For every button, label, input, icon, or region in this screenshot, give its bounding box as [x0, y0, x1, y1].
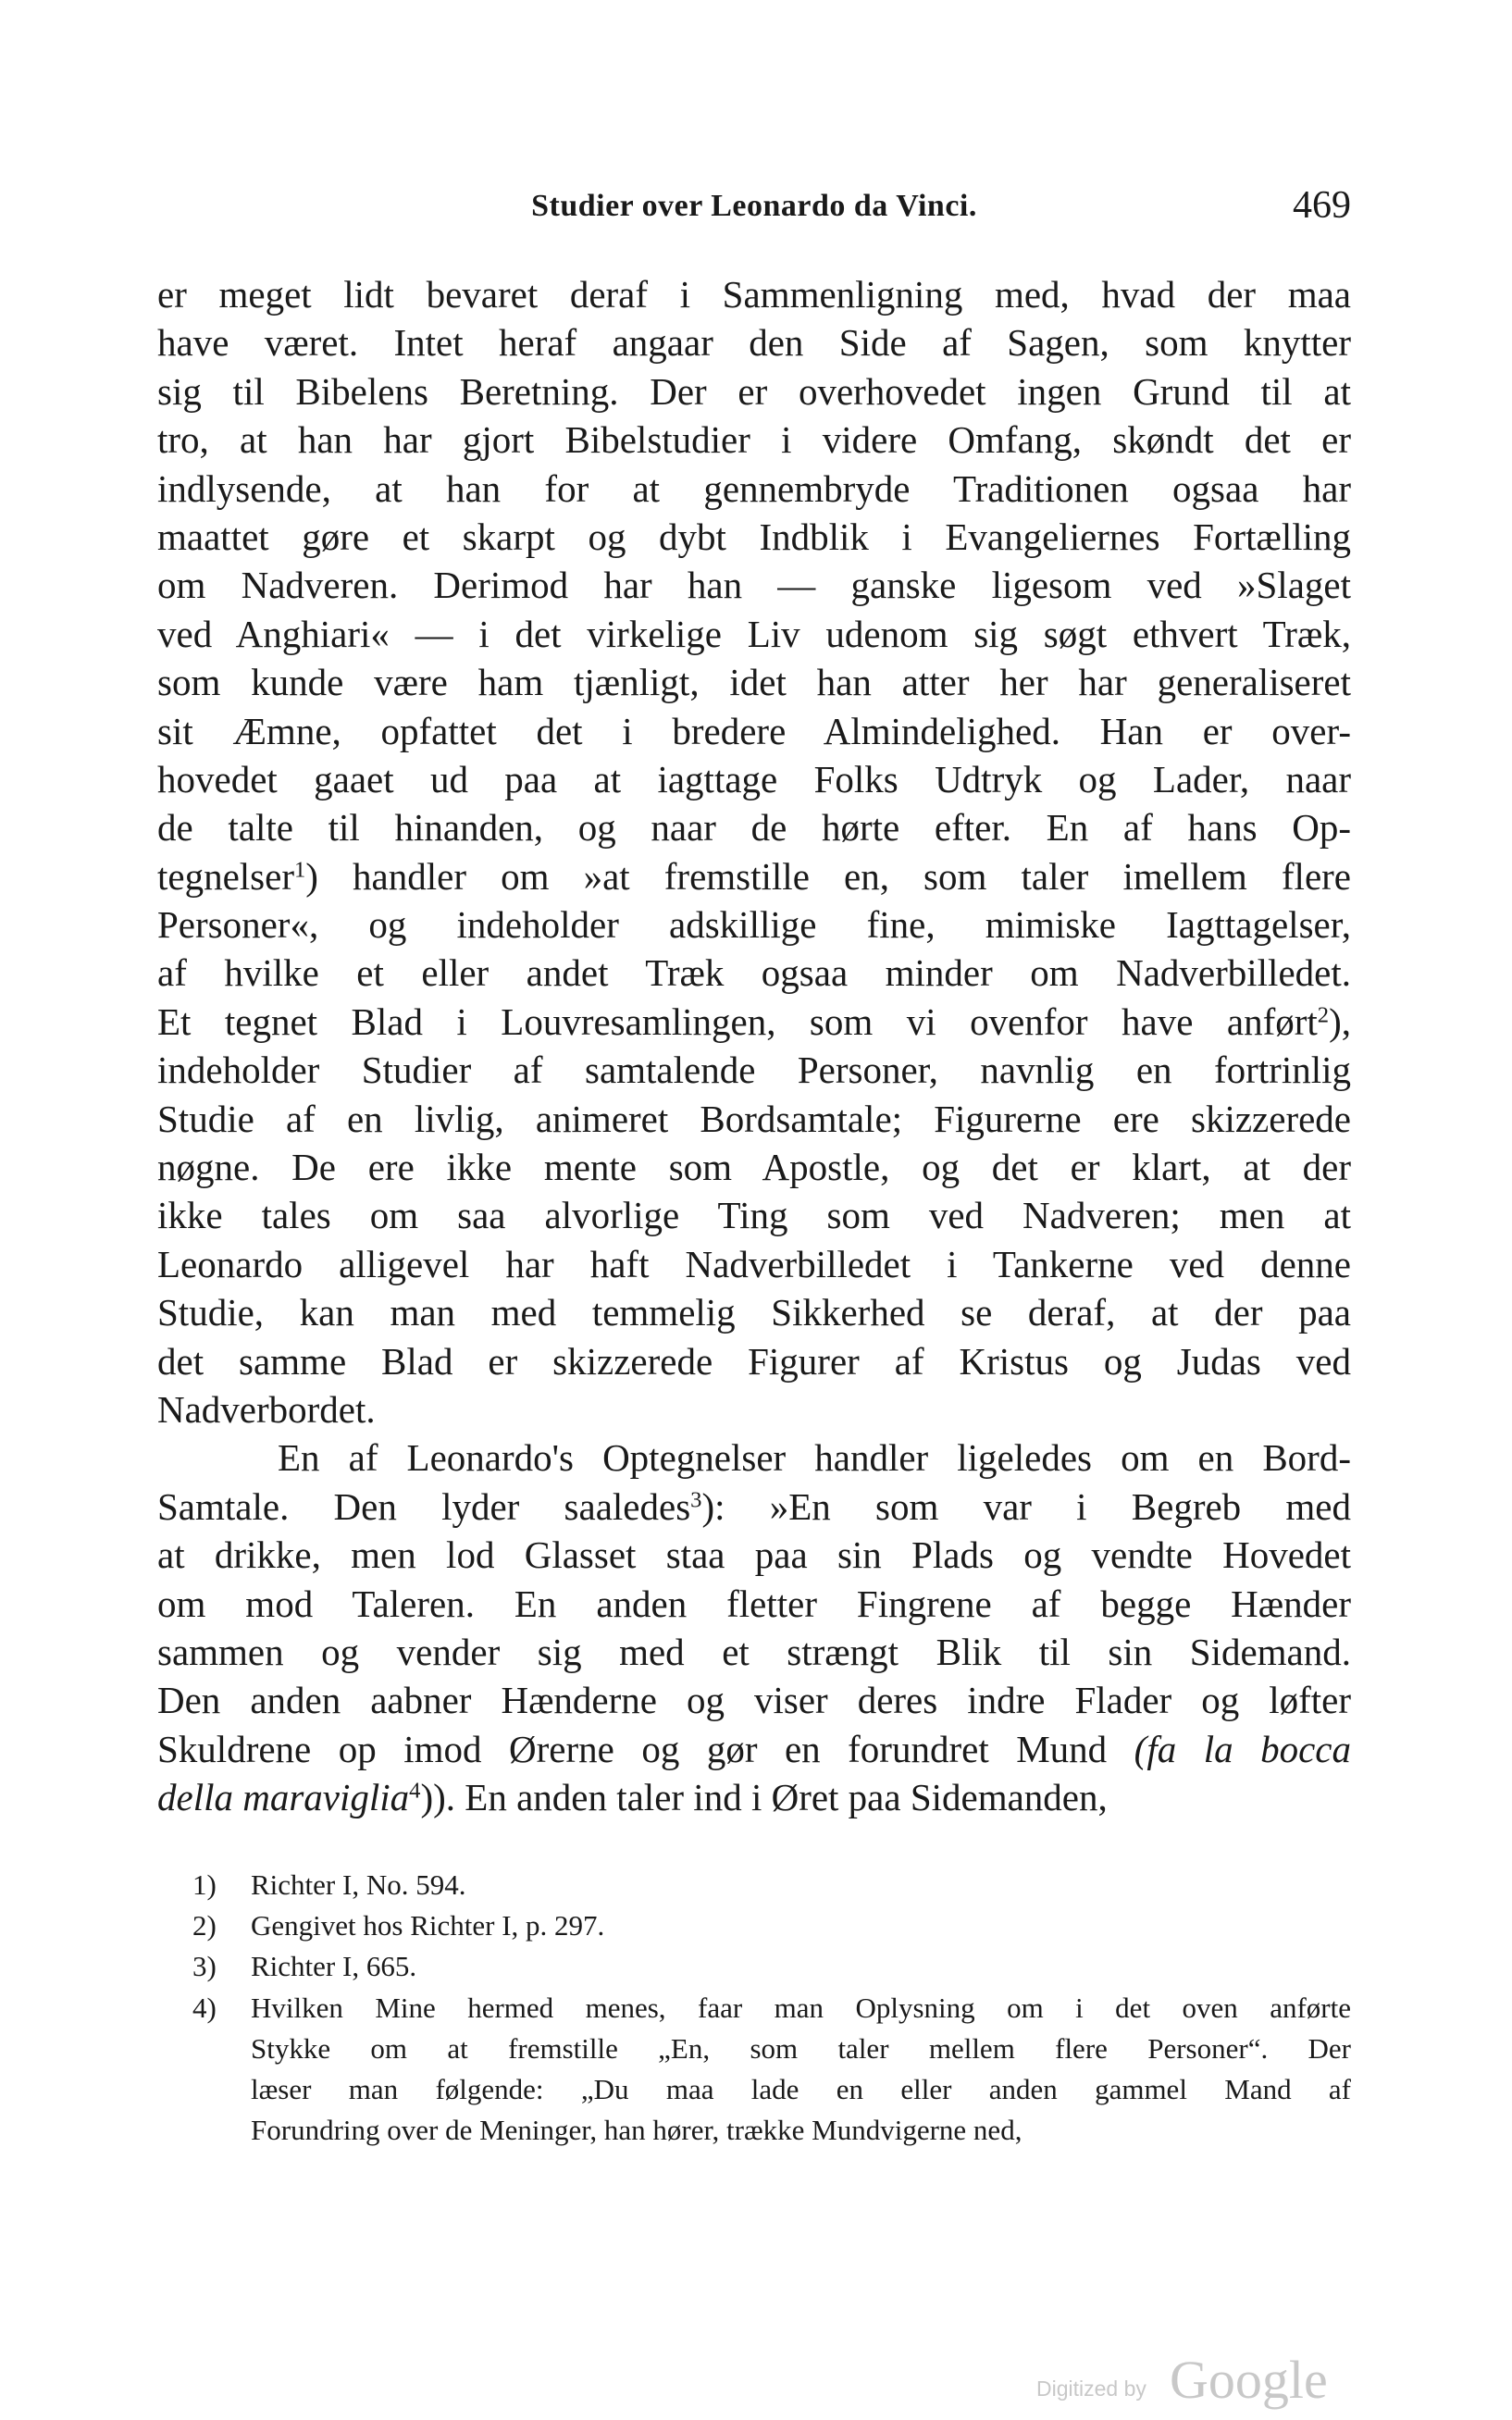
text-line	[157, 1191, 1351, 1239]
watermark-prefix: Digitized by	[1036, 2377, 1146, 2401]
footnote-line	[192, 1865, 1351, 1905]
line-text: er meget lidt bevaret deraf i Sammenligning med, hvad der maa	[157, 273, 1351, 316]
line-text: En af Leonardo's Optegnelser handler ligeledes om en Bord-	[278, 1436, 1351, 1480]
text-line	[157, 1628, 1351, 1676]
body-text	[157, 270, 1351, 1822]
text-line	[157, 1725, 1351, 1773]
footnote-line	[192, 1988, 1351, 2029]
line-text: Personer«, og indeholder adskillige fine, mimiske Iagttagelser,	[157, 903, 1351, 947]
line-text: have været. Intet heraf angaar den Side af Sagen, som knytter	[157, 321, 1351, 365]
line-text: sammen og vender sig med et strængt Blik til sin Sidemand.	[157, 1630, 1351, 1673]
text-line	[157, 1046, 1351, 1094]
text-line	[157, 1433, 1351, 1482]
text-line	[157, 416, 1351, 464]
text-line	[157, 1143, 1351, 1191]
text-line	[157, 852, 1351, 900]
text-line	[157, 1385, 1351, 1433]
footnote-line	[192, 2069, 1351, 2110]
text-line	[157, 513, 1351, 561]
footnote-ref: 2	[1317, 1002, 1330, 1028]
line-italic-text: della maraviglia	[157, 1776, 410, 1819]
text-line	[157, 1676, 1351, 1724]
footnote-text: Richter I, 665.	[251, 1950, 417, 1983]
text-line	[157, 465, 1351, 513]
line-text: Skuldrene op imod Ørerne og gør en forundret Mund	[157, 1727, 1108, 1770]
footnote-text: Forundring over de Meninger, han hører, trække Mundvigerne ned,	[251, 2114, 1022, 2147]
footnote-marker: 4)	[192, 1991, 217, 2024]
line-text: de talte til hinanden, og naar de hørte efter. En af hans Op-	[157, 806, 1351, 850]
text-line	[157, 949, 1351, 997]
text-line	[157, 1095, 1351, 1143]
running-title: Studier over Leonardo da Vinci.	[531, 189, 977, 223]
line-text-tail: )). En anden taler ind i Øret paa Sidemanden,	[420, 1776, 1108, 1819]
text-line	[157, 1580, 1351, 1628]
footnote-line	[192, 1905, 1351, 1946]
line-text: ved Anghiari« — i det virkelige Liv udenom sig søgt ethvert Træk,	[157, 612, 1351, 655]
line-text: tegnelser	[157, 854, 294, 898]
footnote-text: Stykke om at fremstille „En, som taler mellem flere Personer“. Der	[251, 2031, 1351, 2065]
line-text: Studie, kan man med temmelig Sikkerhed se deraf, at der paa	[157, 1291, 1351, 1334]
footnote-ref: 1	[293, 857, 306, 883]
line-text-tail: ): »En som var i Begreb med	[701, 1484, 1351, 1528]
line-text: ikke tales om saa alvorlige Ting som ved Nadveren; men at	[157, 1194, 1351, 1237]
footnote-text: læser man følgende: „Du maa lade en eller anden gammel Mand af	[251, 2072, 1351, 2105]
line-text: af hvilke et eller andet Træk ogsaa minder om Nadverbilledet.	[157, 951, 1351, 995]
footnote-marker: 2)	[192, 1909, 217, 1942]
text-line	[157, 610, 1351, 658]
text-line	[157, 1483, 1351, 1531]
line-text: Studie af en livlig, animeret Bordsamtale; Figurerne ere skizzerede	[157, 1097, 1351, 1140]
footnote-marker: 3)	[192, 1950, 217, 1983]
line-text: Et tegnet Blad i Louvresamlingen, som vi ovenfor have anført	[157, 999, 1318, 1043]
line-text: maattet gøre et skarpt og dybt Indblik i Evangeliernes Fortælling	[157, 515, 1351, 558]
line-text: Samtale. Den lyder saaledes	[157, 1484, 691, 1528]
footnote-text: Hvilken Mine hermed menes, faar man Oplysning om i det oven anførte	[251, 1991, 1351, 2024]
footnote-text: Gengivet hos Richter I, p. 297.	[251, 1909, 605, 1942]
page-number: 469	[1293, 184, 1351, 227]
line-text-tail: ),	[1329, 999, 1351, 1043]
footnote-ref: 4	[409, 1778, 421, 1804]
footnote-ref: 3	[690, 1487, 702, 1513]
text-line	[157, 270, 1351, 318]
text-line	[157, 561, 1351, 609]
footnotes	[192, 1865, 1351, 2151]
footnote-text: Richter I, No. 594.	[251, 1868, 466, 1901]
footnote-line	[192, 2110, 1351, 2151]
line-text: om mod Taleren. En anden fletter Fingrene af begge Hænder	[157, 1582, 1351, 1625]
text-line	[157, 658, 1351, 706]
text-line	[157, 318, 1351, 366]
text-line	[157, 755, 1351, 803]
text-line	[157, 1288, 1351, 1336]
line-text: Nadverbordet.	[157, 1387, 376, 1431]
line-text: indeholder Studier af samtalende Personer, navnlig en fortrinlig	[157, 1049, 1351, 1092]
text-line	[157, 1773, 1351, 1821]
line-text: nøgne. De ere ikke mente som Apostle, og det er klart, at der	[157, 1146, 1351, 1189]
footnote-line	[192, 2029, 1351, 2069]
line-text: at drikke, men lod Glasset staa paa sin Plads og vendte Hovedet	[157, 1533, 1351, 1577]
text-line	[157, 1531, 1351, 1579]
line-text: Leonardo alligevel har haft Nadverbilledet i Tankerne ved denne	[157, 1242, 1351, 1285]
text-line	[157, 367, 1351, 416]
running-head	[157, 181, 1351, 237]
line-text-tail: ) handler om »at fremstille en, som taler imellem flere	[305, 854, 1351, 898]
text-line	[157, 707, 1351, 755]
line-text: sig til Bibelens Beretning. Der er overhovedet ingen Grund til at	[157, 369, 1351, 413]
text-line	[157, 803, 1351, 851]
text-line	[157, 998, 1351, 1046]
line-italic-tail: (fa la bocca	[1107, 1727, 1351, 1770]
text-line	[157, 1240, 1351, 1288]
line-text: som kunde være ham tjænligt, idet han atter her har generaliseret	[157, 661, 1351, 704]
text-line	[157, 900, 1351, 949]
footnote-marker: 1)	[192, 1868, 217, 1901]
digitized-watermark	[1029, 2349, 1353, 2414]
line-text: hovedet gaaet ud paa at iagttage Folks Udtryk og Lader, naar	[157, 757, 1351, 800]
line-text: om Nadveren. Derimod har han — ganske ligesom ved »Slaget	[157, 564, 1351, 607]
line-text: Den anden aabner Hænderne og viser deres indre Flader og løfter	[157, 1679, 1351, 1722]
footnote-line	[192, 1946, 1351, 1987]
google-logo: Google	[1170, 2350, 1328, 2410]
line-text: tro, at han har gjort Bibelstudier i videre Omfang, skøndt det er	[157, 418, 1351, 462]
line-text: sit Æmne, opfattet det i bredere Almindelighed. Han er over-	[157, 709, 1351, 752]
line-text: det samme Blad er skizzerede Figurer af Kristus og Judas ved	[157, 1339, 1351, 1383]
line-text: indlysende, at han for at gennembryde Traditionen ogsaa har	[157, 466, 1351, 510]
text-line	[157, 1337, 1351, 1385]
